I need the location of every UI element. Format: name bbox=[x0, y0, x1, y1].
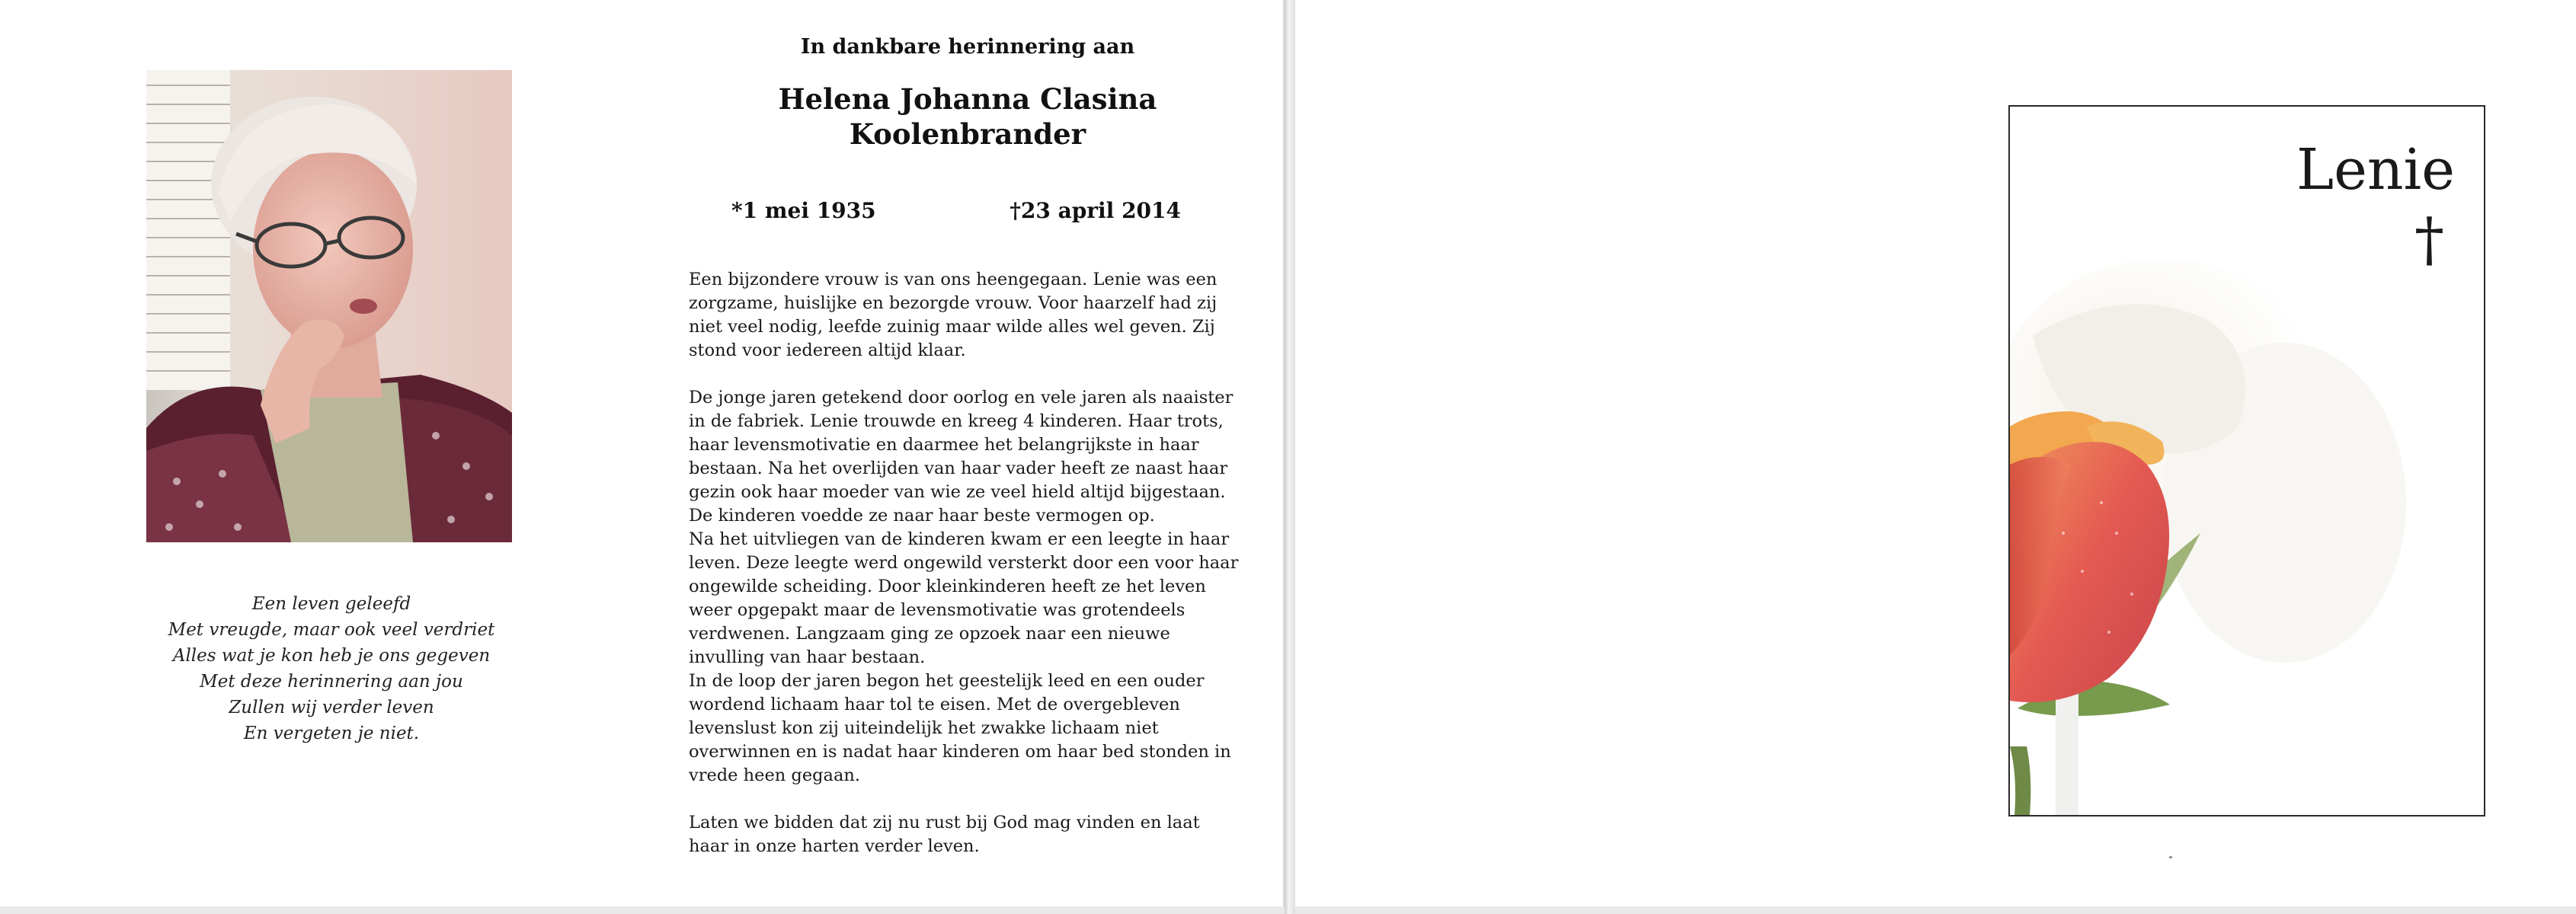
eulogy-line: ongewilde scheiding. Door kleinkinderen heeft ze het leven bbox=[689, 577, 1206, 596]
eulogy-line: Na het uitvliegen van de kinderen kwam er een leegte in haar bbox=[689, 529, 1230, 549]
eulogy-line: invulling van haar bestaan. bbox=[689, 647, 926, 667]
life-dates bbox=[731, 198, 1181, 228]
poem-line: En vergeten je niet. bbox=[243, 724, 420, 743]
eulogy-line: haar levensmotivatie en daarmee het belangrijkste in haar bbox=[689, 435, 1199, 455]
poem-line: Zullen wij verder leven bbox=[229, 698, 434, 717]
eulogy-line: verdwenen. Langzaam ging ze opzoek naar een nieuwe bbox=[689, 624, 1170, 644]
eulogy-line: vrede heen gegaan. bbox=[689, 765, 861, 785]
eulogy-line: leven. Deze leegte werd ongewild versterkt door een voor haar bbox=[689, 553, 1239, 573]
death-date: †23 april 2014 bbox=[1010, 198, 1181, 223]
poem-line: Met deze herinnering aan jou bbox=[200, 672, 463, 692]
eulogy-line: haar in onze harten verder leven. bbox=[689, 836, 980, 856]
eulogy-line: stond voor iedereen altijd klaar. bbox=[689, 340, 966, 360]
rose-illustration bbox=[2010, 107, 2484, 815]
poem-line: Alles wat je kon heb je ons gegeven bbox=[172, 646, 491, 666]
eulogy-line: zorgzame, huislijke en bezorgde vrouw. Voor haarzelf had zij bbox=[689, 293, 1218, 313]
paper-speck bbox=[2169, 856, 2172, 858]
eulogy-line: In de loop der jaren begon het geestelijk leed en een ouder bbox=[689, 671, 1205, 691]
eulogy-line: weer opgepakt maar de levensmotivatie was grotendeels bbox=[689, 600, 1186, 620]
eulogy-line: niet veel nodig, leefde zuinig maar wilde alles wel geven. Zij bbox=[689, 317, 1215, 337]
memorial-inside-page bbox=[0, 0, 1285, 906]
portrait-photo bbox=[146, 70, 512, 542]
eulogy-line: Laten we bidden dat zij nu rust bij God mag vinden en laat bbox=[689, 813, 1200, 833]
eulogy-text bbox=[689, 268, 1253, 882]
eulogy-line: bestaan. Na het overlijden van haar vader heeft ze naast haar bbox=[689, 459, 1228, 478]
eulogy-line: wordend lichaam haar tol te eisen. Met de overgebleven bbox=[689, 695, 1180, 714]
name-line-1: Helena Johanna Clasina bbox=[778, 82, 1157, 116]
deceased-name bbox=[640, 81, 1295, 152]
eulogy-paragraph bbox=[689, 268, 1253, 363]
eulogy-paragraph bbox=[689, 386, 1253, 788]
card-fold bbox=[1285, 0, 1295, 914]
poem-line: Een leven geleefd bbox=[251, 594, 411, 614]
front-cover-card bbox=[2008, 105, 2485, 817]
eulogy-line: De kinderen voedde ze naar haar beste vermogen op. bbox=[689, 506, 1155, 526]
eulogy-line: overwinnen en is nadat haar kinderen om haar bed stonden in bbox=[689, 742, 1231, 762]
eulogy-line: in de fabriek. Lenie trouwde en kreeg 4 kinderen. Haar trots, bbox=[689, 411, 1224, 431]
front-cover-name: Lenie bbox=[2296, 137, 2455, 203]
eulogy-paragraph bbox=[689, 811, 1253, 858]
intro-text: In dankbare herinnering aan bbox=[800, 35, 1135, 59]
poem bbox=[99, 591, 564, 746]
cross-symbol: † bbox=[2414, 206, 2444, 274]
birth-date: *1 mei 1935 bbox=[731, 198, 876, 223]
memorial-header bbox=[640, 35, 1295, 152]
name-line-2: Koolenbrander bbox=[849, 117, 1086, 151]
eulogy-line: De jonge jaren getekend door oorlog en vele jaren als naaister bbox=[689, 388, 1234, 407]
eulogy-line: gezin ook haar moeder van wie ze veel hield altijd bijgestaan. bbox=[689, 482, 1226, 502]
eulogy-line: levenslust kon zij uiteindelijk het zwakke lichaam niet bbox=[689, 718, 1159, 738]
eulogy-line: Een bijzondere vrouw is van ons heengegaan. Lenie was een bbox=[689, 270, 1218, 289]
poem-line: Met vreugde, maar ook veel verdriet bbox=[168, 620, 495, 640]
